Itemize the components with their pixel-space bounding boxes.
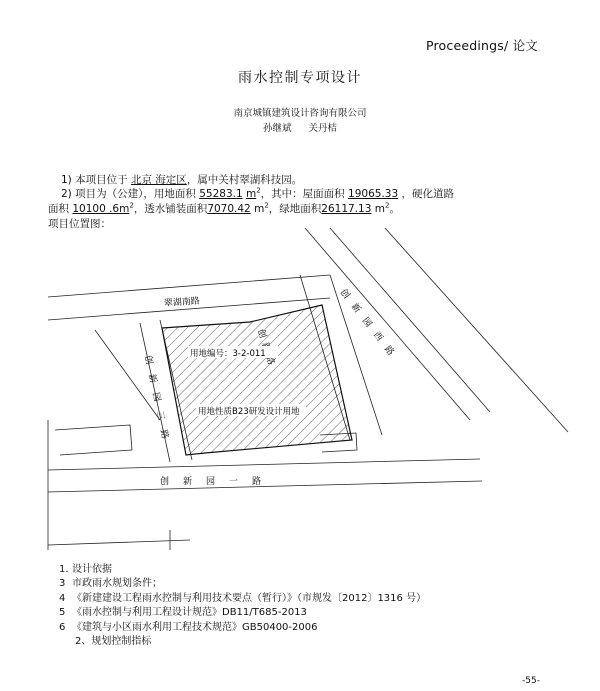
item-2-text5: ，透水铺装面积 — [133, 203, 208, 215]
list-item-number: 5 — [59, 607, 66, 619]
roof-area-value: 19065.33 — [348, 188, 399, 200]
perm-area-unit: m — [254, 203, 265, 215]
list-item — [59, 577, 426, 591]
project-location-line — [61, 172, 302, 187]
author-1: 孙继斌 — [262, 123, 292, 134]
superscript-2: 2 — [256, 186, 261, 195]
authors — [0, 120, 600, 134]
project-area-line-2 — [48, 201, 400, 216]
location-map-label: 项目位置图： — [48, 218, 111, 230]
list-item-number: 6 — [59, 621, 66, 633]
author-2: 关丹桔 — [308, 123, 338, 134]
road-area-value: 10100 .6m — [72, 203, 130, 215]
page-number: -55- — [522, 676, 540, 686]
road-north-label: 翠湖南路 — [163, 296, 201, 309]
list-item-number: 1. — [59, 564, 69, 575]
list-item-text: 设计依据 — [72, 564, 112, 575]
plot-number-label: 用地编号：3-2-011 — [190, 349, 266, 359]
site-location-map — [0, 228, 600, 550]
item-1-prefix: 本项目位于 — [75, 174, 128, 186]
item-2-text4: 面积 — [48, 203, 69, 215]
land-area-unit: m — [245, 188, 257, 200]
item-2-number: 2) — [61, 188, 72, 200]
list-item-text: 《雨水控制与利用工程设计规范》DB11/T685-2013 — [72, 607, 307, 619]
proceedings-header: Proceedings/ 论文 — [425, 38, 538, 53]
list-item-number: 4 — [59, 592, 66, 604]
design-basis-list — [59, 563, 426, 649]
page-title: 雨水控制专项设计 — [238, 70, 362, 86]
permeable-area-value: 7070.42 — [207, 203, 251, 215]
list-item — [59, 592, 426, 606]
list-item-text: 《建筑与小区雨水利用工程技术规范》GB50400-2006 — [72, 621, 318, 633]
list-item — [59, 563, 426, 577]
list-item — [59, 635, 426, 649]
plot-use-label: 用地性质B23研发设计用地 — [198, 407, 300, 417]
green-area-value: 26117.13 — [321, 203, 372, 215]
superscript-2: 2 — [264, 201, 269, 210]
road-northeast-label: 创新园西路 — [337, 287, 401, 365]
item-2-text1: 项目为（公建），用地面积 — [75, 188, 196, 200]
item-1-number: 1) — [61, 174, 72, 186]
item-2-end: 。 — [389, 203, 400, 215]
project-area-line-1 — [61, 186, 454, 201]
superscript-2: 2 — [129, 201, 134, 210]
list-item — [59, 621, 426, 635]
road-south-label: 创新园一路 — [160, 477, 276, 487]
land-area-value: 55283.1 — [199, 188, 243, 200]
item-2-text2: ，其中：屋面面积 — [260, 188, 345, 200]
list-item — [59, 606, 426, 620]
project-plot — [162, 305, 352, 455]
list-item-text: 《新建建设工程雨水控制与利用技术要点（暂行）》（市规发〔2012〕1316 号） — [72, 592, 427, 604]
organization: 南京城镇建筑设计咨询有限公司 — [233, 108, 367, 119]
item-2-text3: ，硬化道路 — [401, 188, 454, 200]
project-location-value: 北京 海定区 — [130, 174, 187, 186]
item-1-suffix: ，属中关村翠湖科技园。 — [186, 174, 303, 186]
item-2-text6: ，绿地面积 — [268, 203, 322, 215]
superscript-2: 2 — [384, 201, 390, 210]
list-item-text: 市政雨水规划条件； — [72, 578, 162, 590]
list-item-number: 3 — [59, 578, 66, 590]
list-item-text: 2、规划控制指标 — [75, 636, 152, 648]
road-west-label: 创新园三路 — [142, 354, 172, 450]
green-area-unit: m — [374, 203, 385, 215]
